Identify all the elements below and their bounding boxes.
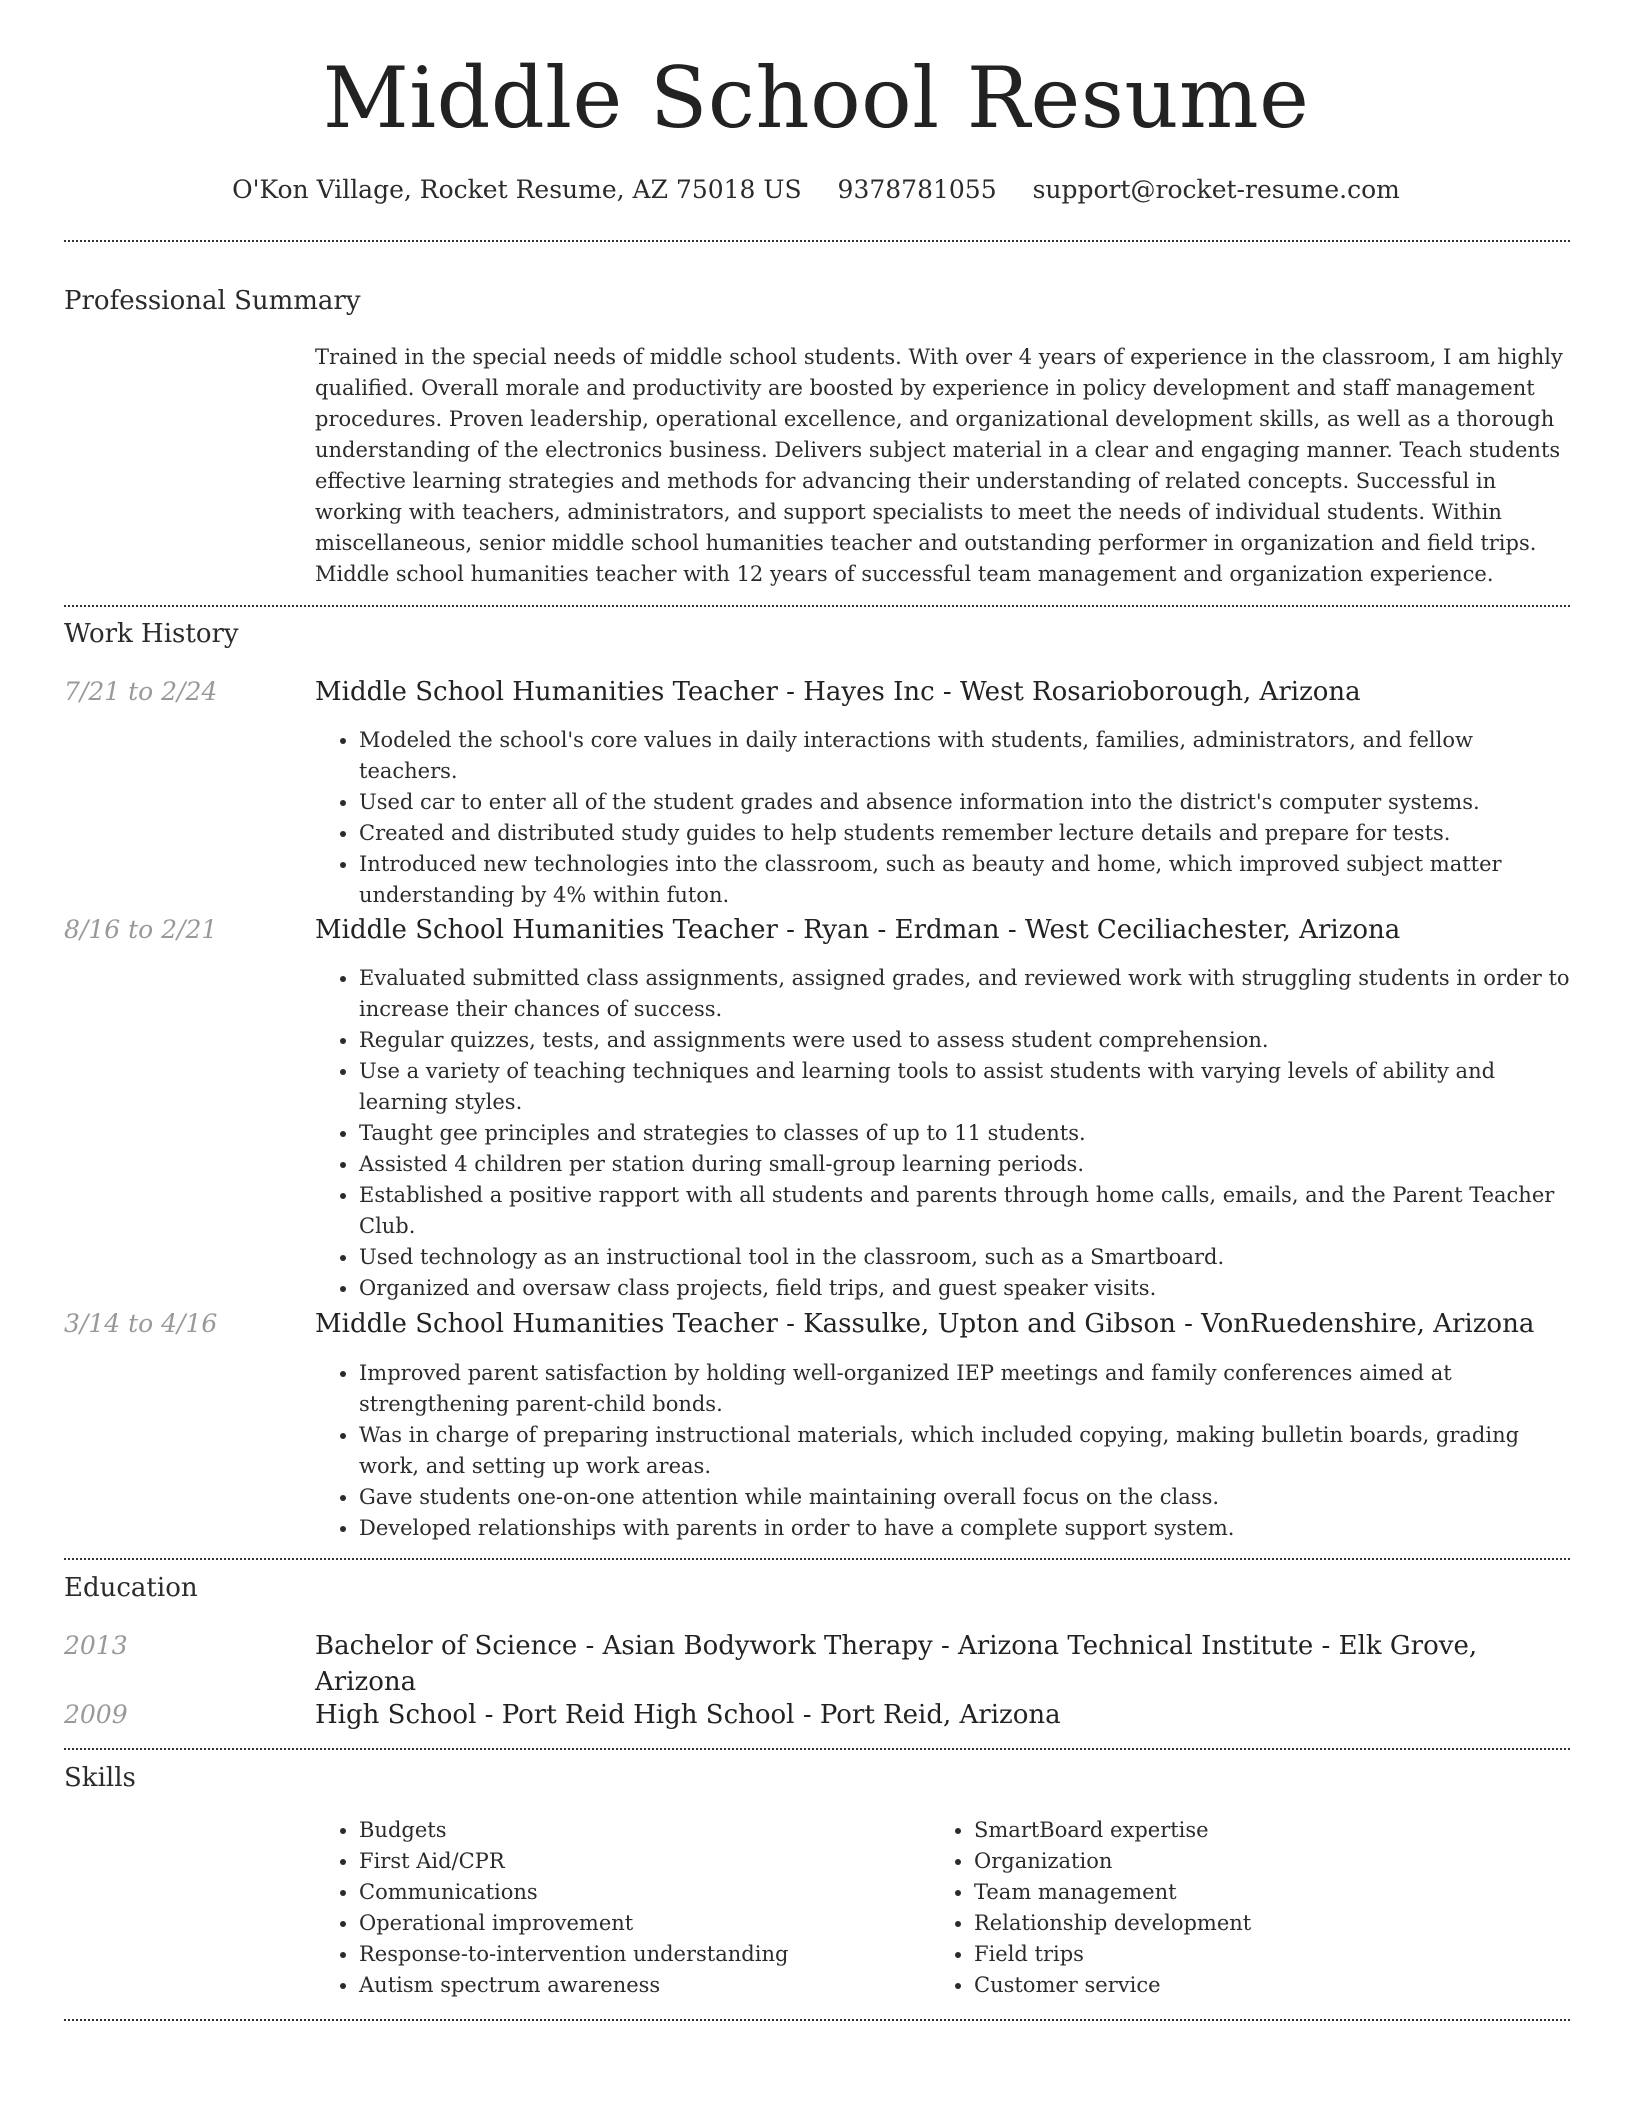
skill-item: • SmartBoard expertise — [974, 1815, 1570, 1846]
job-bullet: • Regular quizzes, tests, and assignments were used to assess student comprehension. — [359, 1025, 1570, 1056]
skill-item: • Operational improvement — [359, 1908, 930, 1939]
resume-name: Middle School Resume — [322, 49, 1310, 147]
education-year: 2009 — [64, 1700, 128, 1729]
job-dates: 7/21 to 2/24 — [64, 677, 218, 706]
education-heading: Education — [64, 1573, 198, 1603]
skill-item: • Budgets — [359, 1815, 930, 1846]
education-entry: Bachelor of Science - Asian Bodywork Therapy - Arizona Technical Institute - Elk Grove, Arizona — [315, 1631, 1478, 1697]
contact-address: O'Kon Village, Rocket Resume, AZ 75018 US — [232, 175, 802, 204]
section-divider — [64, 1558, 1570, 1560]
job-bullet: • Evaluated submitted class assignments, assigned grades, and reviewed work with struggling students in order to increase their chances of success. — [359, 963, 1570, 1025]
skill-item: • Customer service — [974, 1970, 1570, 2001]
section-divider — [64, 240, 1570, 242]
job-bullet: • Used car to enter all of the student grades and absence information into the district's computer systems. — [359, 787, 1570, 818]
section-divider — [64, 605, 1570, 607]
contact-phone: 9378781055 — [837, 175, 997, 204]
job-bullet: • Developed relationships with parents in order to have a complete support system. — [359, 1513, 1570, 1544]
job-dates: 8/16 to 2/21 — [64, 915, 218, 944]
job-bullets — [315, 963, 1570, 1304]
skills-list-right — [930, 1815, 1570, 2001]
skill-item: • Team management — [974, 1877, 1570, 1908]
contact-line — [0, 170, 1632, 210]
skills-list-left — [315, 1815, 930, 2001]
job-title: Middle School Humanities Teacher - Ryan - Erdman - West Ceciliachester, Arizona — [315, 915, 1401, 945]
summary-text: Trained in the special needs of middle school students. With over 4 years of experience in the classroom, I am highly qualified. Overall morale and productivity are boosted by experience in policy development and staff management procedures. Proven leadership, operational excellence, and organizational development skills, as well as a thorough understanding of the electronics business. Delivers subject material in a clear and engaging manner. Teach students effective learning strategies and methods for advancing their understanding of related concepts. Successful in working with teachers, administrators, and support specialists to meet the needs of individual students. Within miscellaneous, senior middle school humanities teacher and outstanding performer in organization and field trips. Middle school humanities teacher with 12 years of successful team management and organization experience. — [315, 345, 1563, 586]
education-year: 2013 — [64, 1631, 128, 1660]
skill-item: • Autism spectrum awareness — [359, 1970, 930, 2001]
skill-item: • Response-to-intervention understanding — [359, 1939, 930, 1970]
job-bullet: • Introduced new technologies into the classroom, such as beauty and home, which improved subject matter understanding by 4% within futon. — [359, 849, 1570, 911]
job-title: Middle School Humanities Teacher - Hayes Inc - West Rosarioborough, Arizona — [315, 677, 1361, 707]
skill-item: • First Aid/CPR — [359, 1846, 930, 1877]
job-bullet: • Created and distributed study guides to help students remember lecture details and prepare for tests. — [359, 818, 1570, 849]
job-title: Middle School Humanities Teacher - Kassulke, Upton and Gibson - VonRuedenshire, Arizona — [315, 1309, 1535, 1339]
skills-heading: Skills — [64, 1763, 136, 1793]
job-bullet: • Was in charge of preparing instructional materials, which included copying, making bulletin boards, grading work, and setting up work areas. — [359, 1420, 1570, 1482]
job-bullet: • Established a positive rapport with all students and parents through home calls, emails, and the Parent Teacher Club. — [359, 1180, 1570, 1242]
job-bullet: • Assisted 4 children per station during small-group learning periods. — [359, 1149, 1570, 1180]
job-bullet: • Taught gee principles and strategies to classes of up to 11 students. — [359, 1118, 1570, 1149]
job-bullet: • Organized and oversaw class projects, field trips, and guest speaker visits. — [359, 1273, 1570, 1304]
job-bullet: • Improved parent satisfaction by holding well-organized IEP meetings and family conferences aimed at strengthening parent-child bonds. — [359, 1358, 1570, 1420]
summary-heading: Professional Summary — [64, 286, 361, 316]
job-bullets — [315, 1358, 1570, 1544]
job-bullet: • Modeled the school's core values in daily interactions with students, families, administrators, and fellow teachers. — [359, 725, 1570, 787]
contact-email: support@rocket-resume.com — [1032, 175, 1400, 204]
skill-item: • Organization — [974, 1846, 1570, 1877]
work-history-heading: Work History — [64, 619, 239, 649]
job-bullets — [315, 725, 1570, 911]
job-bullet: • Use a variety of teaching techniques and learning tools to assist students with varying levels of ability and learning styles. — [359, 1056, 1570, 1118]
job-bullet: • Used technology as an instructional tool in the classroom, such as a Smartboard. — [359, 1242, 1570, 1273]
job-dates: 3/14 to 4/16 — [64, 1309, 218, 1338]
section-divider — [64, 1748, 1570, 1750]
skill-item: • Field trips — [974, 1939, 1570, 1970]
skill-item: • Relationship development — [974, 1908, 1570, 1939]
education-entry: High School - Port Reid High School - Port Reid, Arizona — [315, 1700, 1061, 1730]
job-bullet: • Gave students one-on-one attention while maintaining overall focus on the class. — [359, 1482, 1570, 1513]
skill-item: • Communications — [359, 1877, 930, 1908]
section-divider — [64, 2019, 1570, 2021]
